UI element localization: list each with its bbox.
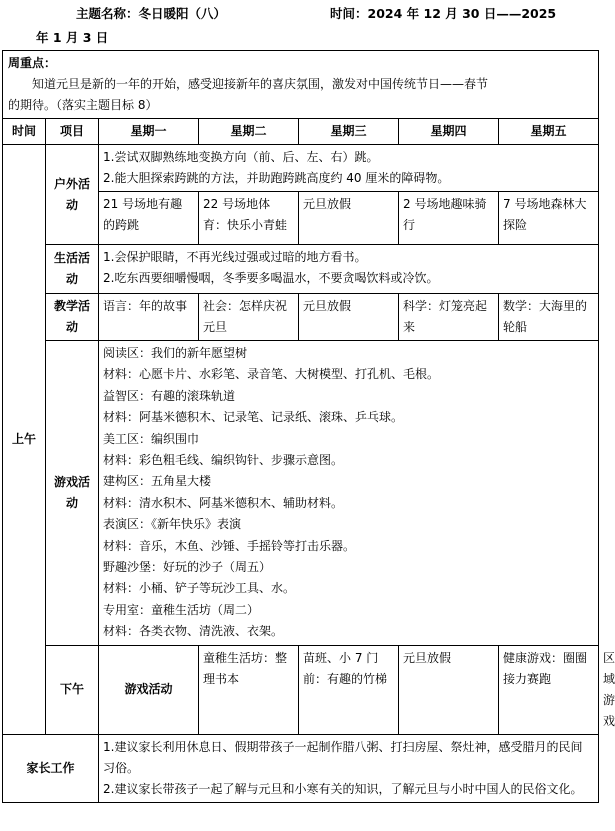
game-line: 材料：心愿卡片、水彩笔、录音笔、大树模型、打孔机、毛根。 (103, 367, 440, 382)
outdoor-wed: 元旦放假 (299, 192, 399, 245)
game-line: 材料：小桶、铲子等玩沙工具、水。 (103, 581, 296, 596)
game-label: 游戏活动 (46, 341, 99, 646)
col-tue: 星期二 (199, 119, 299, 145)
life-row (3, 245, 599, 294)
col-wed: 星期三 (299, 119, 399, 145)
afternoon-tue: 苗班、小 7 门前：有趣的竹梯 (299, 645, 399, 734)
time-range: 时间：2024 年 12 月 30 日——2025 (330, 6, 557, 21)
outdoor-goal-2: 2.能大胆探索跨跳的方法，并助跑跨跳高度约 40 厘米的障碍物。 (103, 171, 450, 185)
parents-line-1: 1.建议家长利用休息日、假期带孩子一起制作腊八粥、打扫房屋、祭灶神，感受腊月的民间习俗。 (103, 739, 583, 775)
game-line: 材料：阿基米德积木、记录笔、记录纸、滚珠、乒乓球。 (103, 410, 404, 425)
teaching-tue: 社会：怎样庆祝元旦 (199, 294, 299, 341)
game-line: 野趣沙堡：好玩的沙子（周五） (103, 560, 272, 575)
outdoor-label: 户外活动 (46, 145, 99, 245)
game-line: 材料：各类衣物、清洗液、衣架。 (103, 624, 284, 639)
game-line: 建构区：五角星大楼 (103, 474, 212, 489)
outdoor-tue: 22 号场地体育：快乐小青蛙 (199, 192, 299, 245)
teaching-wed: 元旦放假 (299, 294, 399, 341)
teaching-mon: 语言：年的故事 (99, 294, 199, 341)
afternoon-item-label: 游戏活动 (99, 645, 199, 734)
page-header (0, 0, 600, 52)
outdoor-fri: 7 号场地森林大探险 (499, 192, 599, 245)
teaching-fri: 数学：大海里的轮船 (499, 294, 599, 341)
focus-title: 周重点： (8, 56, 57, 70)
parents-row (3, 734, 599, 802)
column-header-row (3, 119, 599, 145)
theme-title: 主题名称：冬日暖阳（八） (76, 6, 227, 21)
game-line: 材料：彩色粗毛线、编织钩针、步骤示意图。 (103, 453, 344, 468)
game-line: 专用室：童稚生活坊（周二） (103, 602, 260, 617)
teaching-label: 教学活动 (46, 294, 99, 341)
life-label: 生活活动 (46, 245, 99, 294)
teaching-thu: 科学：灯笼亮起来 (399, 294, 499, 341)
outdoor-mon: 21 号场地有趣的跨跳 (99, 192, 199, 245)
game-row (3, 341, 599, 646)
parents-label: 家长工作 (3, 734, 99, 802)
outdoor-thu: 2 号场地趣味骑行 (399, 192, 499, 245)
life-line-2: 2.吃东西要细嚼慢咽，冬季要多喝温水，不要贪喝饮料或冷饮。 (103, 271, 439, 285)
life-line-1: 1.会保护眼睛，不再光线过强或过暗的地方看书。 (103, 250, 367, 264)
game-line: 益智区：有趣的滚珠轨道 (103, 388, 236, 403)
outdoor-goal-row (3, 145, 599, 192)
parents-line-2: 2.建议家长带孩子一起了解与元旦和小寒有关的知识，了解元旦与小时中国人的民俗文化。 (103, 781, 583, 796)
col-fri: 星期五 (499, 119, 599, 145)
col-time: 时间 (3, 119, 46, 145)
time-range-cont: 年 1 月 3 日 (36, 30, 109, 45)
game-line: 材料：清水积木、阿基米德积木、辅助材料。 (103, 495, 344, 510)
focus-line-2: 的期待。（落实主题目标 8） (8, 98, 158, 112)
col-thu: 星期四 (399, 119, 499, 145)
col-item: 项目 (46, 119, 99, 145)
afternoon-mon: 童稚生活坊：整理书本 (199, 645, 299, 734)
outdoor-goal-1: 1.尝试双脚熟练地变换方向（前、后、左、右）跳。 (103, 150, 379, 164)
afternoon-wed: 元旦放假 (399, 645, 499, 734)
morning-label: 上午 (3, 145, 46, 735)
game-line: 材料：音乐，木鱼、沙锤、手摇铃等打击乐器。 (103, 538, 356, 553)
game-line: 表演区：《新年快乐》表演 (103, 517, 242, 532)
focus-row (3, 51, 599, 119)
focus-line-1: 知道元旦是新的一年的开始，感受迎接新年的喜庆氛围，激发对中国传统节日——春节 (8, 77, 489, 91)
col-mon: 星期一 (99, 119, 199, 145)
afternoon-label: 下午 (46, 645, 99, 734)
game-line: 美工区：编织围巾 (103, 431, 200, 446)
afternoon-row: 下午 游戏活动 童稚生活坊：整理书本 苗班、小 7 门前：有趣的竹梯 元旦放假 健康游戏：圈圈接力赛跑 区域游戏 (3, 645, 599, 734)
teaching-row (3, 294, 599, 341)
weekly-plan-table (2, 50, 615, 803)
game-line: 阅读区：我们的新年愿望树 (103, 346, 248, 360)
afternoon-thu: 健康游戏：圈圈接力赛跑 (499, 645, 599, 734)
